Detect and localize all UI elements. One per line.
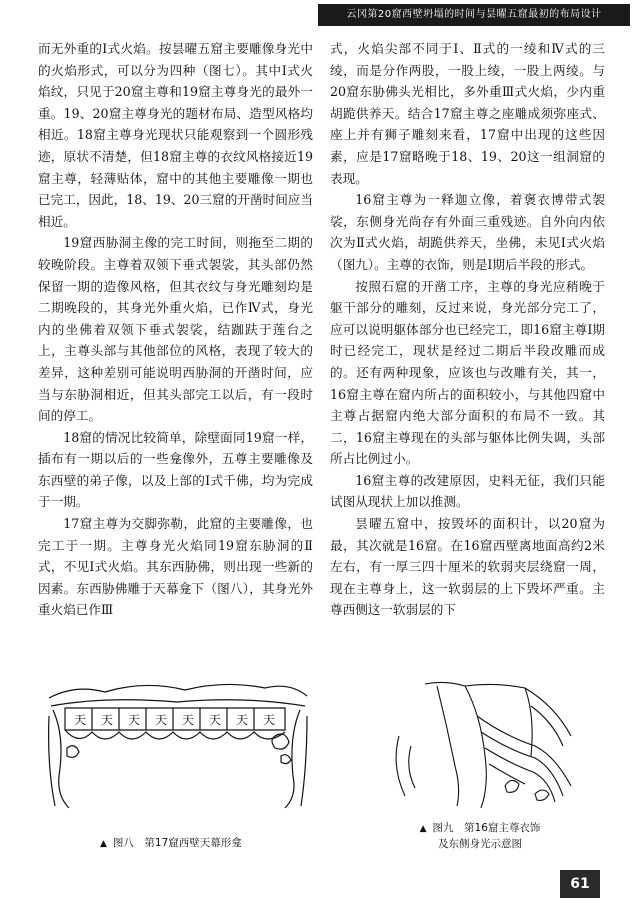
figure-8-canopy-niche bbox=[45, 676, 310, 816]
left-paragraph-3: 18窟的情况比较简单，除壁面同19窟一样，插布有一期以后的一些龛像外，五尊主要雕像及东西壁的弟子像，以及上部的Ⅰ式千佛，均为完成于一期。 bbox=[38, 429, 313, 510]
running-header: 云冈第20窟西壁坍塌的时间与昙曜五窟最初的布局设计 bbox=[318, 4, 630, 26]
figure-8-caption-text: 图八 第17窟西壁天幕形龛 bbox=[112, 837, 242, 849]
figure-8-glyph-5: 天 bbox=[182, 713, 195, 727]
left-paragraph-2: 19窟西胁洞主像的完工时间，则拖至二期的较晚阶段。主尊着双领下垂式袈裟，其头部仍然保留一期的造像风格，但其衣纹与身光雕刻均是二期晚段的，其身光外重火焰，已作Ⅳ式，身光内的坐佛着双领下垂式袈裟，结跏趺于莲台之上，主尊头部与其他部位的风格，表现了较大的差异，这种差别可能说明西胁洞的开凿时间，应当与东胁洞相近，但其头部完工以后，有一段时间的停工。 bbox=[38, 235, 313, 424]
figure-9-caption-marker: ▲ bbox=[419, 824, 427, 834]
figure-8-caption-marker: ▲ bbox=[100, 839, 107, 849]
right-column bbox=[330, 38, 605, 621]
figure-8-glyph-1: 天 bbox=[74, 713, 87, 727]
figure-9-robe-halo-sketch bbox=[385, 676, 585, 816]
right-paragraph-2: 16窟主尊为一释迦立像，着褒衣博带式袈裟，东侧身光尚存有外面三重残迹。自外向内依次为Ⅱ式火焰，胡跪供养天，坐佛，未见Ⅰ式火焰（图九）。主尊的衣饰，则是Ⅰ期后半段的形式。 bbox=[330, 192, 605, 272]
figure-8-glyph-3: 天 bbox=[128, 713, 141, 727]
figure-9-caption-line-2: 及东侧身光示意图 bbox=[438, 838, 522, 850]
figure-8-glyph-7: 天 bbox=[236, 713, 249, 727]
figure-9-caption-text-1: 图九 第16窟主尊衣饰 bbox=[432, 822, 541, 834]
figure-8-glyph-8: 天 bbox=[263, 713, 276, 727]
right-paragraph-1: 式，火焰尖部不同于Ⅰ、Ⅱ式的一绫和Ⅳ式的三绫，而是分作两股，一股上绫，一股上两绫。与20窟东胁佛头光相比，多外重Ⅲ式火焰，少内重胡跪供养天。结合17窟主尊之座雕成须弥座式、座上并有狮子雕刻来看，17窟中出现的这些因素，应是17窟略晚于18、19、20这一组洞窟的表现。 bbox=[330, 41, 605, 186]
figure-9-caption-line-1 bbox=[400, 821, 560, 837]
left-column bbox=[38, 38, 313, 621]
page-number: 61 bbox=[560, 870, 600, 898]
figure-9-caption bbox=[400, 821, 560, 852]
right-paragraph-3: 按照石窟的开凿工序，主尊的身光应稍晚于躯干部分的雕刻，反过来说，身光部分完工了，应可以说明躯体部分也已经完工，即16窟主尊Ⅰ期时已经完工，现状是经过二期后半段改雕而成的。还有两种现象，应该也与改雕有关，其一，16窟主尊在窟内所占的面积较小，与其他四窟中主尊占据窟内绝大部分面积的布局不一致。其二，16窟主尊现在的头部与躯体比例失调，头部所占比例过小。 bbox=[330, 278, 605, 467]
figure-8-caption bbox=[100, 836, 320, 852]
right-paragraph-5: 昙曜五窟中，按毁坏的面积计，以20窟为最，其次就是16窟。在16窟西壁离地面高约2米左右，有一厚三四十厘米的软弱夹层绕窟一周，现在主尊身上，这一软弱层的上下毁坏严重。主尊西侧这一软弱层的下 bbox=[330, 516, 605, 618]
right-paragraph-4: 16窟主尊的改建原因，史料无征，我们只能试图从现状上加以推测。 bbox=[330, 472, 605, 510]
left-paragraph-4: 17窟主尊为交脚弥勒，此窟的主要雕像，也完工于一期。主尊身光火焰同19窟东胁洞的Ⅱ式，不见Ⅰ式火焰。其东西胁佛，则出现一些新的因素。东西胁佛雕于天幕龛下（图八），其身光外重火焰已作Ⅲ bbox=[38, 516, 313, 618]
figure-8-glyph-4: 天 bbox=[155, 713, 168, 727]
figure-8-glyph-6: 天 bbox=[209, 713, 222, 727]
left-paragraph-1: 而无外重的Ⅰ式火焰。按昙曜五窟主要雕像身光中的火焰形式，可以分为四种（图七）。其中Ⅰ式火焰纹，只见于20窟主尊和19窟主尊身光的最外一重。19、20窟主尊身光的题材布局、造型风格均相近。18窟主尊身光现状只能观察到一个圆形残迹，原状不清楚，但18窟主尊的衣纹风格接近19窟主尊，轻薄贴体，窟中的其他主要雕像一期也已完工，因此，18、19、20三窟的开凿时间应当相近。 bbox=[38, 41, 313, 229]
figure-8-glyph-2: 天 bbox=[101, 713, 114, 727]
